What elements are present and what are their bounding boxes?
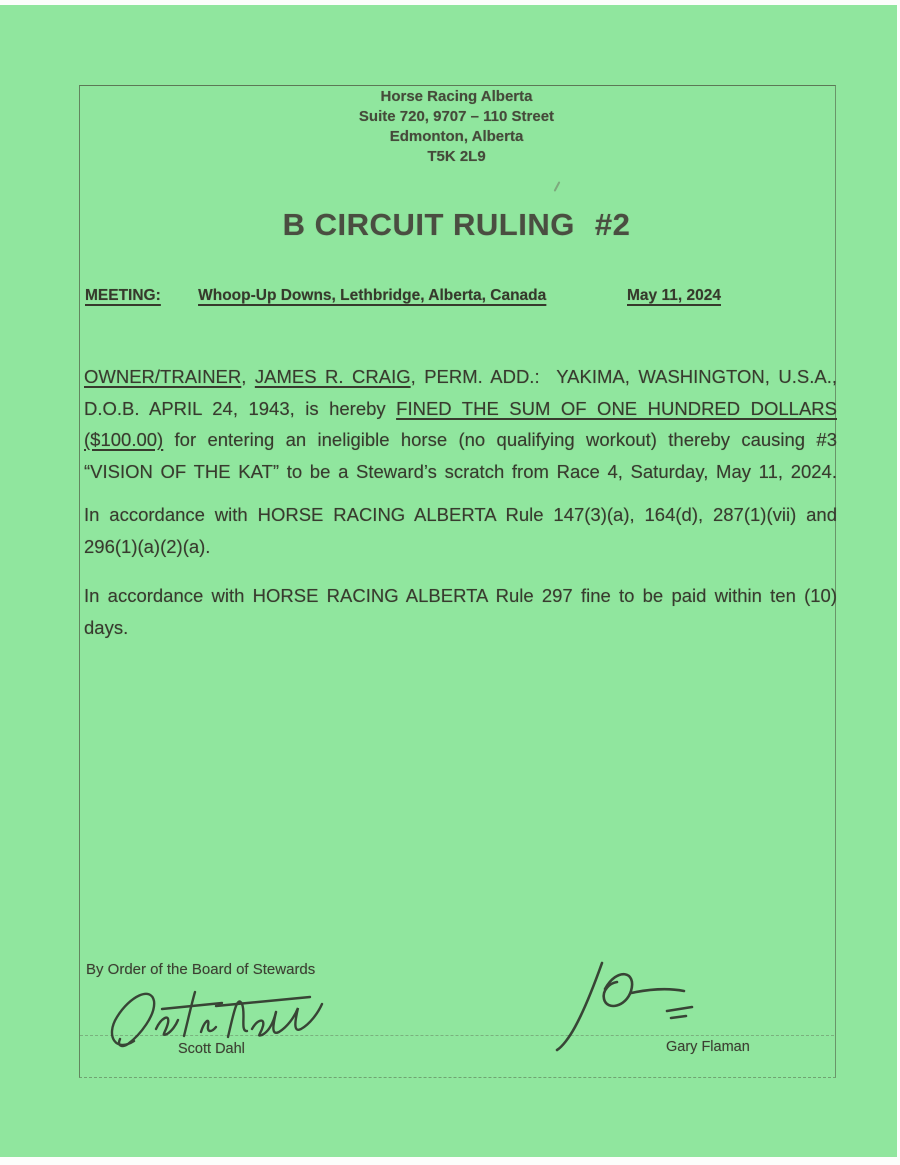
text-line: “VISION OF THE KAT” to be a Steward’s scratch from Race 4, Saturday, May 11, 2024.	[84, 460, 837, 482]
ruling-paragraph-rules	[84, 499, 837, 562]
letterhead	[79, 87, 834, 167]
meeting-date: May 11, 2024	[627, 287, 721, 304]
meeting-label: MEETING:	[85, 287, 161, 304]
text-line: ($100.00) for entering an ineligible horse (no qualifying workout) thereby causing #3	[84, 429, 837, 450]
meeting-venue: Whoop-Up Downs, Lethbridge, Alberta, Canada	[198, 287, 547, 304]
text-line: In accordance with HORSE RACING ALBERTA Rule 147(3)(a), 164(d), 287(1)(vii) and	[84, 504, 837, 525]
signatory-name-scott-dahl: Scott Dahl	[178, 1041, 245, 1057]
text-line: D.O.B. APRIL 24, 1943, is hereby FINED THE SUM OF ONE HUNDRED DOLLARS	[84, 397, 837, 419]
org-postal-code: T5K 2L9	[427, 148, 486, 165]
ruling-paragraph-payment	[84, 580, 837, 643]
green-paper-sheet	[0, 5, 897, 1157]
document-title	[79, 207, 834, 243]
board-order-text: By Order of the Board of Stewards	[86, 961, 316, 978]
text-line: 296(1)(a)(2)(a).	[84, 535, 211, 557]
signature-gary-flaman	[547, 957, 712, 1052]
org-name: Horse Racing Alberta	[380, 88, 533, 105]
title-text: B CIRCUIT RULING	[282, 207, 575, 242]
text-line: OWNER/TRAINER, JAMES R. CRAIG, PERM. ADD.: YAKIMA, WASHINGTON, U.S.A.,	[84, 366, 837, 387]
title-ruling-number: #2	[594, 207, 631, 242]
text-line: In accordance with HORSE RACING ALBERTA Rule 297 fine to be paid within ten (10)	[84, 585, 837, 606]
meeting-row	[85, 287, 834, 305]
ruling-paragraph-fine	[84, 361, 837, 487]
org-address-city: Edmonton, Alberta	[389, 128, 524, 145]
text-line: days.	[84, 616, 129, 638]
org-address-street: Suite 720, 9707 – 110 Street	[358, 108, 555, 125]
signatory-name-gary-flaman: Gary Flaman	[666, 1039, 750, 1055]
